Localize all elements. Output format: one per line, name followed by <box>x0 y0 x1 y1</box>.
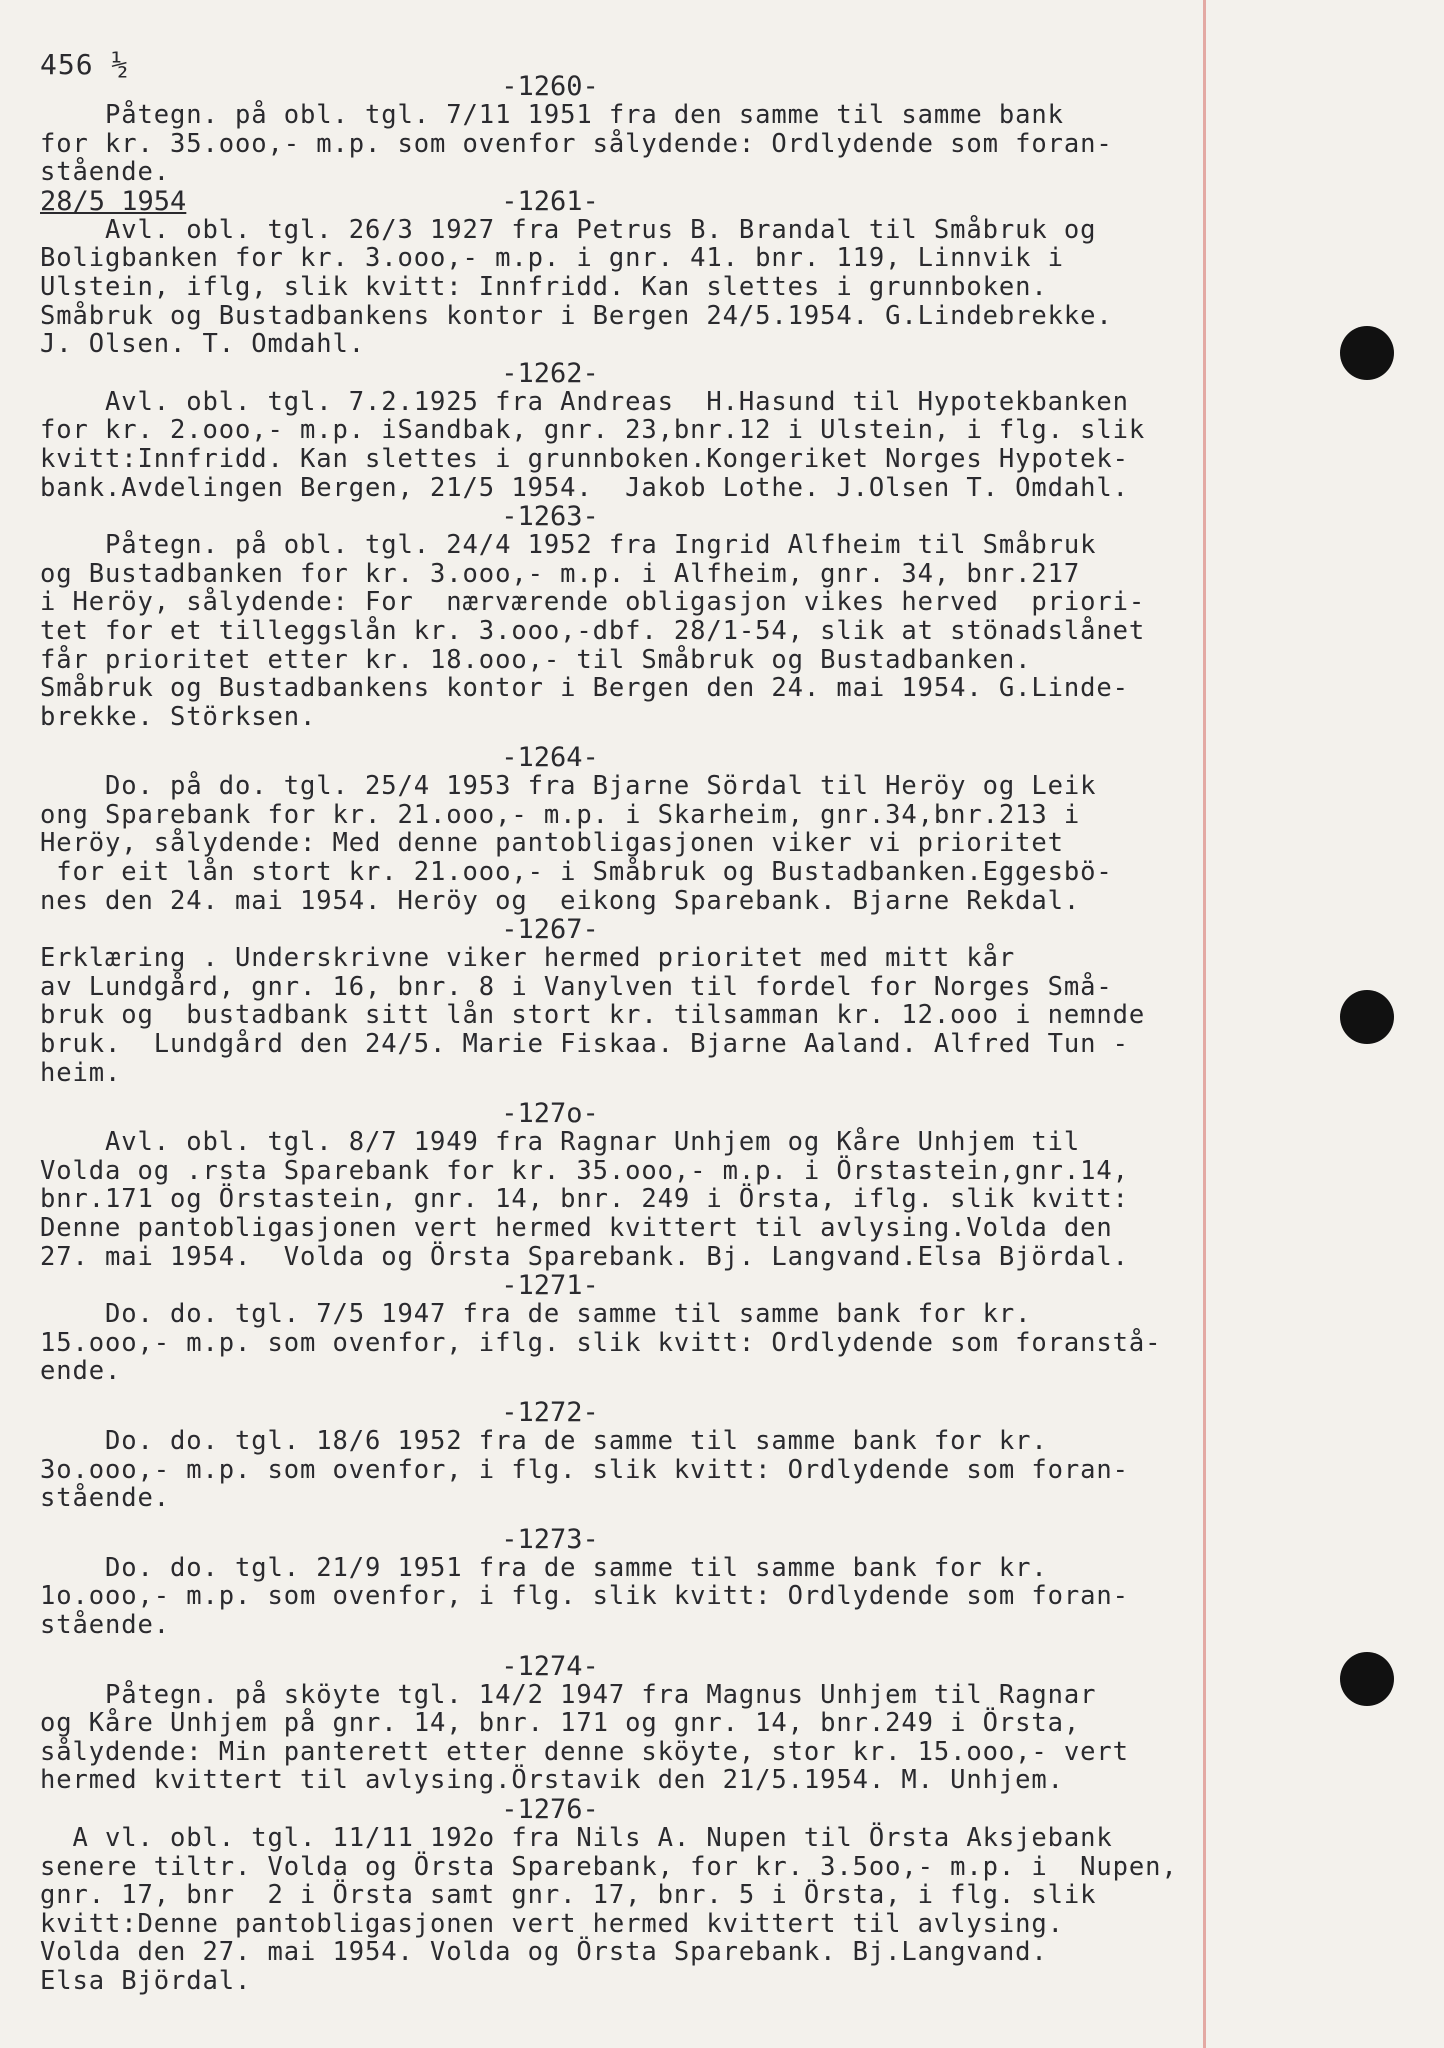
entry-number: -1276- <box>501 1793 599 1825</box>
entry-text-line: for eit lån stort kr. 21.ooo,- i Småbruk og Bustadbanken.Eggesbö- <box>40 857 1113 888</box>
entry-number: -1272- <box>501 1396 599 1428</box>
entry-text-line: for kr. 35.ooo,- m.p. som ovenfor sålydende: Ordlydende som foran- <box>40 128 1113 159</box>
ledger-entry <box>40 187 1210 359</box>
entry-text-line: kvitt:Denne pantobligasjonen vert hermed kvittert til avlysing. <box>40 1908 1064 1939</box>
entry-text-line: gnr. 17, bnr 2 i Örsta samt gnr. 17, bnr. 5 i Örsta, i flg. slik <box>40 1880 1097 1911</box>
entry-text-line: Volda og .rsta Sparebank for kr. 35.ooo,- m.p. i Örstastein,gnr.14, <box>40 1155 1129 1186</box>
entry-text-line: Påtegn. på sköyte tgl. 14/2 1947 fra Magnus Unhjem til Ragnar <box>40 1679 1097 1710</box>
entry-text-line: av Lundgård, gnr. 16, bnr. 8 i Vanylven til fordel for Norges Små- <box>40 971 1113 1002</box>
entry-text-line: Påtegn. på obl. tgl. 24/4 1952 fra Ingrid Alfheim til Småbruk <box>40 530 1097 561</box>
entry-text-line: stående. <box>40 1483 171 1514</box>
entry-text-line: Boligbanken for kr. 3.ooo,- m.p. i gnr. 41. bnr. 119, Linnvik i <box>40 243 1064 274</box>
entry-text-line: for kr. 2.ooo,- m.p. iSandbak, gnr. 23,bnr.12 i Ulstein, i flg. slik <box>40 415 1146 446</box>
entry-number: -1261- <box>501 185 599 217</box>
entry-text-line: Småbruk og Bustadbankens kontor i Bergen 24/5.1954. G.Lindebrekke. <box>40 300 1113 331</box>
ledger-entry <box>40 72 1210 187</box>
entry-text-line: kvitt:Innfridd. Kan slettes i grunnboken.Kongeriket Norges Hypotek- <box>40 443 1129 474</box>
entry-number: -1263- <box>501 501 599 533</box>
entry-number: -1273- <box>501 1523 599 1555</box>
entry-number: -1267- <box>501 914 599 946</box>
entry-text-line: Avl. obl. tgl. 8/7 1949 fra Ragnar Unhjem og Kåre Unhjem til <box>40 1127 1081 1158</box>
entry-text-line: Denne pantobligasjonen vert hermed kvittert til avlysing.Volda den <box>40 1213 1113 1243</box>
entry-text-line: 27. mai 1954. Volda og Örsta Sparebank. Bj. Langvand.Elsa Björdal. <box>40 1241 1129 1272</box>
entry-text-line: tet for et tilleggslån kr. 3.ooo,-dbf. 28/1-54, slik at stönadslånet <box>40 615 1146 646</box>
entry-text-line: Erklæring . Underskrivne viker hermed prioritet med mitt kår <box>40 943 1016 974</box>
entry-text-line: A vl. obl. tgl. 11/11 192o fra Nils A. Nupen til Örsta Aksjebank <box>40 1822 1113 1853</box>
entry-number: -1260- <box>501 71 599 102</box>
entry-text-line: Heröy, sålydende: Med denne pantobligasjonen viker vi prioritet <box>40 828 1064 859</box>
entry-text-line: bank.Avdelingen Bergen, 21/5 1954. Jakob Lothe. J.Olsen T. Omdahl. <box>40 472 1129 503</box>
punch-hole-icon <box>1340 1652 1394 1706</box>
entry-text-line: Avl. obl. tgl. 7.2.1925 fra Andreas H.Hasund til Hypotekbanken <box>40 386 1129 417</box>
entry-text-line: heim. <box>40 1057 122 1088</box>
entry-date: 28/5 1954 <box>40 185 187 217</box>
entry-text-line: Do. do. tgl. 18/6 1952 fra de samme til samme bank for kr. <box>40 1425 1048 1456</box>
entry-text-line: 3o.ooo,- m.p. som ovenfor, i flg. slik kvitt: Ordlydende som foran- <box>40 1454 1129 1485</box>
entry-text-line: Elsa Björdal. <box>40 1965 252 1996</box>
entry-text-line: Do. do. tgl. 7/5 1947 fra de samme til samme bank for kr. <box>40 1299 1032 1330</box>
entry-number: -1271- <box>501 1270 599 1302</box>
ledger-entry <box>40 1398 1210 1513</box>
entry-text-line: og Bustadbanken for kr. 3.ooo,- m.p. i Alfheim, gnr. 34, bnr.217 <box>40 558 1081 589</box>
punch-hole-icon <box>1340 326 1394 380</box>
entry-text-line: bruk og bustadbank sitt lån stort kr. tilsamman kr. 12.ooo i nemnde <box>40 1000 1146 1031</box>
entry-text-line: bnr.171 og Örstastein, gnr. 14, bnr. 249 i Örsta, iflg. slik kvitt: <box>40 1184 1129 1215</box>
entry-text-line: Småbruk og Bustadbankens kontor i Bergen den 24. mai 1954. G.Linde- <box>40 673 1129 704</box>
entry-text-line: Ulstein, iflg, slik kvitt: Innfridd. Kan slettes i grunnboken. <box>40 271 1048 302</box>
entry-number: -1264- <box>501 742 599 774</box>
ledger-entry <box>40 1525 1210 1640</box>
entry-text-line: Volda den 27. mai 1954. Volda og Örsta Sparebank. Bj.Langvand. <box>40 1937 1048 1968</box>
entry-text-line: J. Olsen. T. Omdahl. <box>40 329 366 360</box>
punch-hole-icon <box>1340 990 1394 1044</box>
entry-text-line: brekke. Störksen. <box>40 701 317 732</box>
entry-text-line: hermed kvittert til avlysing.Örstavik den 21/5.1954. M. Unhjem. <box>40 1765 1064 1796</box>
ledger-entry <box>40 743 1210 915</box>
page-number: 456 ½ <box>40 48 130 81</box>
entry-text-line: ong Sparebank for kr. 21.ooo,- m.p. i Skarheim, gnr.34,bnr.213 i <box>40 799 1081 830</box>
ledger-entry <box>40 359 1210 502</box>
entry-text-line: Do. do. tgl. 21/9 1951 fra de samme til samme bank for kr. <box>40 1552 1048 1583</box>
ledger-entry <box>40 915 1210 1087</box>
ledger-entry <box>40 1652 1210 1795</box>
entry-text-line: 1o.ooo,- m.p. som ovenfor, i flg. slik kvitt: Ordlydende som foran- <box>40 1581 1129 1612</box>
ledger-entry <box>40 502 1210 731</box>
ledger-entry <box>40 1271 1210 1386</box>
entry-text-line: i Heröy, sålydende: For nærværende obligasjon vikes herved priori- <box>40 587 1146 618</box>
entry-text-line: stående. <box>40 157 171 188</box>
entry-text-line: får prioritet etter kr. 18.ooo,- til Småbruk og Bustadbanken. <box>40 644 1032 675</box>
entry-text-line: ende. <box>40 1356 122 1387</box>
entry-text-line: sålydende: Min panterett etter denne sköyte, stor kr. 15.ooo,- vert <box>40 1736 1129 1767</box>
entry-text-line: bruk. Lundgård den 24/5. Marie Fiskaa. Bjarne Aaland. Alfred Tun - <box>40 1029 1129 1060</box>
entry-number: -1262- <box>501 357 599 389</box>
ledger-entry <box>40 1099 1210 1271</box>
entry-text-line: nes den 24. mai 1954. Heröy og eikong Sparebank. Bjarne Rekdal. <box>40 885 1081 916</box>
entry-text-line: stående. <box>40 1609 171 1640</box>
entry-text-line: Påtegn. på obl. tgl. 7/11 1951 fra den samme til samme bank <box>40 100 1064 130</box>
entry-text-line: senere tiltr. Volda og Örsta Sparebank, for kr. 3.5oo,- m.p. i Nupen, <box>40 1851 1178 1882</box>
entry-text-line: Do. på do. tgl. 25/4 1953 fra Bjarne Sördal til Heröy og Leik <box>40 771 1097 802</box>
entry-text-line: 15.ooo,- m.p. som ovenfor, iflg. slik kvitt: Ordlydende som foranstå- <box>40 1327 1162 1358</box>
entry-text-line: Avl. obl. tgl. 26/3 1927 fra Petrus B. Brandal til Småbruk og <box>40 214 1097 245</box>
ledger-entry <box>40 1795 1210 1996</box>
entry-number: -1274- <box>501 1650 599 1682</box>
entries-list <box>40 72 1210 1995</box>
entry-text-line: og Kåre Unhjem på gnr. 14, bnr. 171 og gnr. 14, bnr.249 i Örsta, <box>40 1708 1081 1739</box>
entry-number: -127o- <box>501 1098 599 1130</box>
